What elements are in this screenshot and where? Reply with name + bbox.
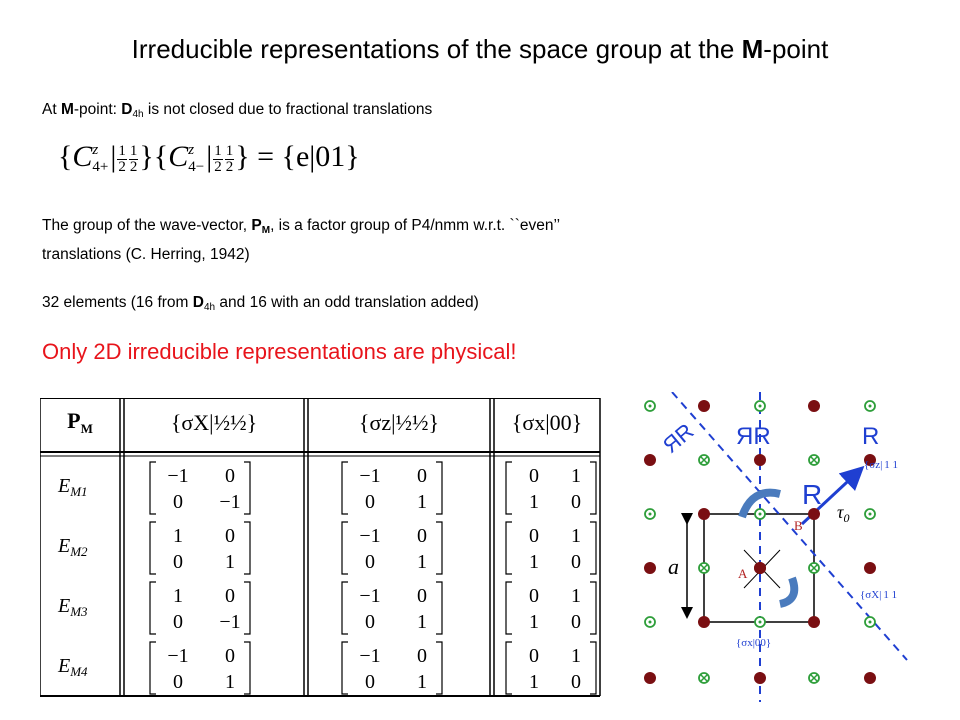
- closure-equation: {C z 4+ | $\frac{1}{2}$ $\frac{1}{2}$ }{C z 4− | $\frac{1}{2}$ $\frac{1}{2}$ } = {e|01}: [58, 140, 360, 176]
- atom: [644, 562, 656, 574]
- rotation-arrow-bottom: [780, 578, 794, 604]
- row-label: $E_{M4}$: [58, 655, 88, 679]
- matrix-entry: 0: [417, 525, 427, 547]
- matrix-entry: 0: [365, 491, 375, 513]
- irrep-table: [40, 398, 620, 698]
- matrix-entry: 0: [225, 645, 235, 667]
- r-label-top-right: R: [862, 423, 880, 450]
- matrix-entry: 1: [225, 671, 235, 693]
- crystal-diagram: [632, 392, 952, 702]
- tau-label: $\tau_0$: [837, 502, 850, 525]
- matrix-entry: −1: [359, 585, 381, 607]
- matrix-entry: 0: [417, 465, 427, 487]
- matrix-entry: 1: [529, 611, 539, 633]
- row-label: $E_{M2}$: [58, 535, 88, 559]
- elements-text: 32 elements (16 from $D_{4h}$ and 16 with an odd translation added): [42, 294, 479, 313]
- site-A-label: A: [738, 566, 748, 581]
- matrix-entry: 1: [529, 551, 539, 573]
- atom: [754, 672, 766, 684]
- table-header: {σX|½½}: [170, 410, 258, 435]
- matrix-entry: 1: [571, 525, 581, 547]
- matrix-entry: 0: [571, 671, 581, 693]
- matrix-entry: 1: [173, 525, 183, 547]
- highlight-text: Only 2D irreducible representations are physical!: [42, 339, 517, 364]
- mirror-label-diagonal: ЯR: [657, 418, 699, 458]
- atom: [698, 400, 710, 412]
- matrix-entry: 0: [571, 551, 581, 573]
- table-corner: $P_M$: [67, 408, 93, 436]
- matrix-entry: 0: [225, 585, 235, 607]
- matrix-entry: 0: [365, 611, 375, 633]
- atom-A: [754, 562, 766, 574]
- matrix-entry: 1: [529, 491, 539, 513]
- slide-title: Irreducible representations of the space group at the M-point: [131, 34, 829, 64]
- mirror-label-vertical: ЯR: [736, 423, 771, 450]
- matrix-entry: −1: [219, 611, 241, 633]
- matrix-entry: 0: [365, 671, 375, 693]
- intro-line: At M-point: $D_{4h}$ is not closed due to fractional translations: [42, 101, 433, 120]
- matrix-entry: 1: [417, 551, 427, 573]
- site-B-label: B: [794, 518, 803, 533]
- matrix-entry: 1: [173, 585, 183, 607]
- matrix-entry: 0: [173, 671, 183, 693]
- a-label: a: [668, 554, 679, 579]
- matrix-entry: −1: [359, 525, 381, 547]
- atom: [808, 400, 820, 412]
- matrix-entry: −1: [219, 491, 241, 513]
- matrix-entry: 0: [529, 465, 539, 487]
- matrix-entry: 0: [417, 645, 427, 667]
- matrix-entry: 1: [571, 645, 581, 667]
- atom: [644, 672, 656, 684]
- matrix-entry: 1: [571, 585, 581, 607]
- matrix-entry: 0: [225, 465, 235, 487]
- r-label-main: R: [802, 479, 823, 510]
- table-header: {σz|½½}: [358, 410, 440, 435]
- matrix-entry: −1: [167, 645, 189, 667]
- table-header: {σx|00}: [511, 410, 583, 435]
- matrix-entry: 0: [173, 491, 183, 513]
- matrix-entry: 0: [417, 585, 427, 607]
- matrix-entry: 1: [417, 671, 427, 693]
- matrix-entry: 1: [529, 671, 539, 693]
- atom: [698, 616, 710, 628]
- atom: [698, 508, 710, 520]
- atom: [754, 454, 766, 466]
- matrix-entry: 0: [365, 551, 375, 573]
- matrix-entry: 0: [571, 611, 581, 633]
- matrix-entry: 1: [417, 491, 427, 513]
- matrix-entry: 1: [225, 551, 235, 573]
- atom: [644, 454, 656, 466]
- matrix-entry: −1: [359, 645, 381, 667]
- matrix-entry: 1: [417, 611, 427, 633]
- matrix-entry: 0: [225, 525, 235, 547]
- op-label-vertical: {σx|00}: [736, 637, 772, 649]
- matrix-entry: −1: [359, 465, 381, 487]
- matrix-entry: 0: [571, 491, 581, 513]
- matrix-entry: −1: [167, 465, 189, 487]
- row-label: $E_{M3}$: [58, 595, 88, 619]
- matrix-entry: 0: [529, 645, 539, 667]
- op-label-bottom: {σX| 1 1: [860, 589, 898, 601]
- matrix-entry: 1: [571, 465, 581, 487]
- matrix-entry: 0: [529, 525, 539, 547]
- op-label-top: {σz| 1 1: [864, 459, 899, 471]
- atom: [864, 672, 876, 684]
- group-text: The group of the wave-vector, $P_M$, is a factor group of P4/nmm w.r.t. ``even’’ translations (C. Herring, 1942): [42, 217, 561, 263]
- matrix-entry: 0: [173, 551, 183, 573]
- matrix-entry: 0: [529, 585, 539, 607]
- atom: [808, 616, 820, 628]
- row-label: $E_{M1}$: [58, 475, 88, 499]
- matrix-entry: 0: [173, 611, 183, 633]
- atom: [864, 562, 876, 574]
